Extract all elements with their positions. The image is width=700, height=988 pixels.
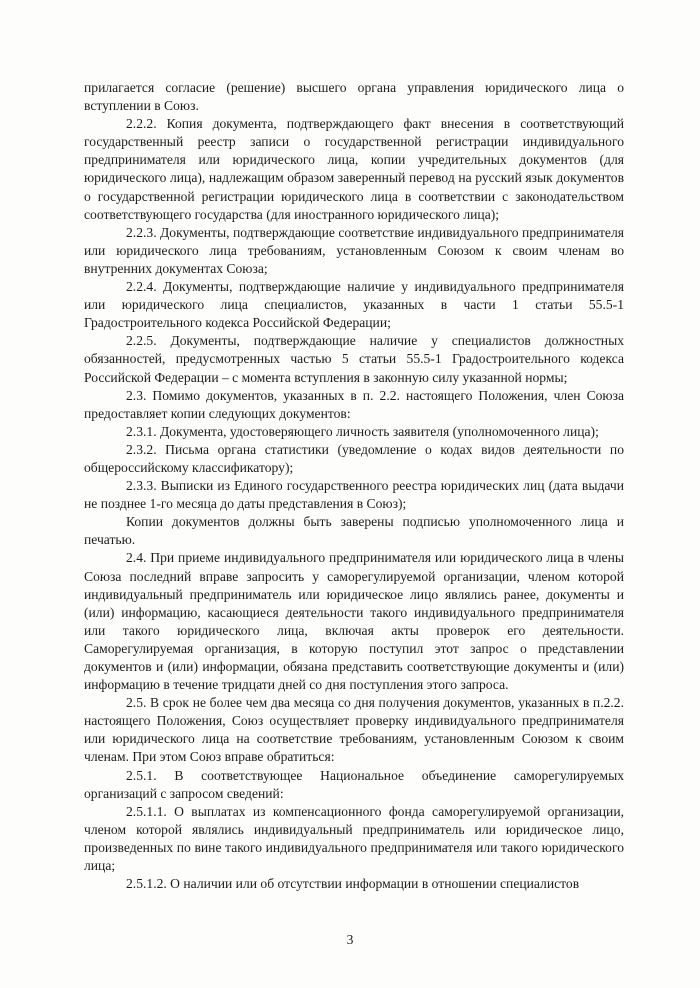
paragraph-2-3: 2.3. Помимо документов, указанных в п. 2.2. настоящего Положения, член Союза предоставляет копии следующих документов: — [84, 387, 624, 421]
page-number: 3 — [346, 932, 354, 947]
paragraph-2-2-5: 2.2.5. Документы, подтверждающие наличие у специалистов должностных обязанностей, предусмотренных частью 5 статьи 55.5-1 Градостроительного кодекса Российской Федерации – с момента вступления в законную силу указанной нормы; — [84, 333, 624, 385]
paragraph-2-4: 2.4. При приеме индивидуального предпринимателя или юридического лица в члены Союза последний вправе запросить у саморегулируемой организации, членом которой индивидуальный предприниматель или юридическое лицо являлись ранее, документы и (или) информацию, касающиеся деятельности такого индивидуального предпринимателя или такого юридического лица, включая акты проверок его деятельности. Саморегулируемая организация, в которую поступил этот запрос о представлении документов и (или) информации, обязана представить соответствующие документы и (или) информацию в течение тридцати дней со дня поступления этого запроса. — [84, 550, 624, 693]
paragraph-continuation: прилагается согласие (решение) высшего органа управления юридического лица о вступлении в Союз. — [84, 80, 624, 114]
paragraph-2-5-1-2: 2.5.1.2. О наличии или об отсутствии информации в отношении специалистов — [126, 876, 580, 892]
paragraph-2-2-2: 2.2.2. Копия документа, подтверждающего факт внесения в соответствующий государственный реестр записи о государственной регистрации индивидуального предпринимателя или юридического лица, копии учредительных документов (для юридического лица), надлежащим образом заверенный перевод на русский язык документов о государственной регистрации юридического лица в соответствии с законодательством соответствующего государства (для иностранного юридического лица); — [84, 116, 624, 222]
paragraph-2-2-3: 2.2.3. Документы, подтверждающие соответствие индивидуального предпринимателя или юридического лица требованиям, установленным Союзом к своим членам во внутренних документах Союза; — [84, 224, 624, 276]
paragraph-2-3-1: 2.3.1. Документа, удостоверяющего личность заявителя (уполномоченного лица); — [126, 423, 599, 439]
paragraph-2-3-2: 2.3.2. Письма органа статистики (уведомление о кодах видов деятельности по общероссийскому классификатору); — [84, 441, 624, 475]
paragraph-2-2-4: 2.2.4. Документы, подтверждающие наличие у индивидуального предпринимателя или юридического лица специалистов, указанных в части 1 статьи 55.5-1 Градостроительного кодекса Российской Федерации; — [84, 279, 624, 331]
paragraph-2-5-1-1: 2.5.1.1. О выплатах из компенсационного фонда саморегулируемой организации, членом которой являлись индивидуальный предприниматель или юридическое лицо, произведенных по вине такого индивидуального предпринимателя или такого юридического лица; — [84, 803, 624, 874]
document-body — [84, 79, 624, 893]
paragraph-2-5-1: 2.5.1. В соответствующее Национальное объединение саморегулируемых организаций с запросом сведений: — [84, 767, 624, 801]
paragraph-copies-note: Копии документов должны быть заверены подписью уполномоченного лица и печатью. — [84, 514, 624, 548]
paragraph-2-3-3: 2.3.3. Выписки из Единого государственного реестра юридических лиц (дата выдачи не позднее 1-го месяца до даты представления в Союз); — [84, 478, 624, 512]
paragraph-2-5: 2.5. В срок не более чем два месяца со дня получения документов, указанных в п.2.2. настоящего Положения, Союз осуществляет проверку индивидуального предпринимателя или юридического лица на соответствие требованиям, установленным Союзом к своим членам. При этом Союз вправе обратиться: — [84, 695, 624, 765]
